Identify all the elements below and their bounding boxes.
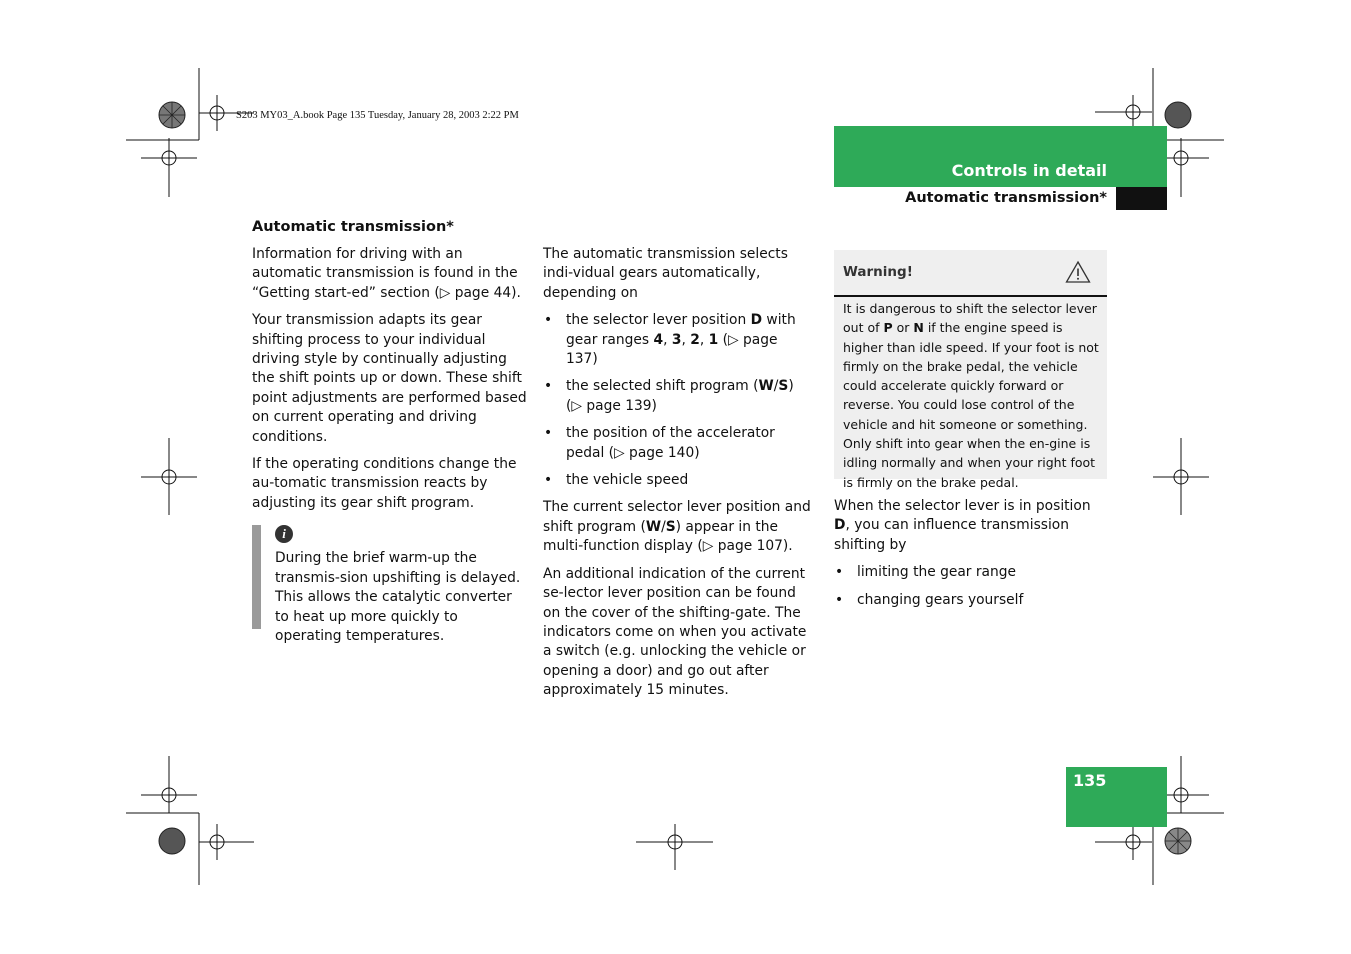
column-3 — [834, 497, 1109, 618]
condition-list — [543, 311, 813, 490]
info-note — [252, 525, 528, 646]
chapter-tab — [834, 126, 1167, 187]
warning-box — [834, 250, 1107, 490]
column-2 — [543, 245, 813, 709]
info-icon: i — [275, 525, 293, 543]
shift-influence-list — [834, 563, 1109, 610]
paragraph: Information for driving with an automatic transmission is found in the “Getting start-ed” section (▷ page 44). — [252, 246, 521, 301]
crosshair-mark-r-mid — [1153, 438, 1209, 515]
registration-disc-tr — [1165, 102, 1191, 128]
list-item: • changing gears yourself — [834, 591, 1109, 610]
paragraph: The current selector lever position and shift program (W/S) appear in the multi-function display (▷ page 107). — [543, 499, 811, 555]
crosshair-mark-l-bot — [141, 756, 197, 813]
section-title: Automatic transmission* — [252, 219, 454, 235]
note-side-bar — [252, 525, 261, 629]
paragraph: If the operating conditions change the au-tomatic transmission reacts by adjusting its gear shift program. — [252, 456, 517, 511]
chapter-title: Controls in detail — [951, 161, 1107, 180]
column-1 — [252, 245, 528, 646]
list-item: • the selected shift program (W/S) (▷ page 139) — [543, 377, 813, 416]
list-item: • the position of the accelerator pedal (▷ page 140) — [543, 424, 813, 463]
registration-disc-br — [1165, 828, 1191, 854]
section-marker-tab — [1116, 187, 1167, 210]
crosshair-mark-l-top — [141, 138, 197, 197]
paragraph: Your transmission adapts its gear shifting process to your individual driving style by continually adjusting the shift points up or down. These shift point adjustments are performed based on current operating and driving conditions. — [252, 312, 527, 445]
page-number-tab — [1066, 767, 1167, 827]
paragraph: An additional indication of the current se-lector lever position can be found on the cover of the shifting-gate. The indicators come on when you activate a switch (e.g. unlocking the vehicle or opening a door) and go out after approximately 15 minutes. — [543, 565, 807, 699]
print-info-line: S203 MY03_A.book Page 135 Tuesday, January 28, 2003 2:22 PM — [236, 110, 519, 121]
list-item: • limiting the gear range — [834, 563, 1109, 582]
paragraph: When the selector lever is in position D, you can influence transmission shifting by — [834, 498, 1091, 553]
section-header: Automatic transmission* — [905, 190, 1107, 206]
registration-disc-bl — [159, 828, 185, 854]
warning-divider — [834, 295, 1107, 297]
warning-triangle-icon — [1065, 260, 1091, 284]
list-item: • the vehicle speed — [543, 471, 813, 490]
crosshair-mark-br — [1095, 824, 1152, 860]
crosshair-mark-l-mid — [141, 438, 197, 515]
registration-disc-tl — [159, 102, 185, 128]
crosshair-mark-bl — [199, 824, 254, 860]
warning-title: Warning! — [843, 264, 913, 280]
list-item: • the selector lever position D with gear ranges 4, 3, 2, 1 (▷ page 137) — [543, 311, 813, 369]
page-number: 135 — [1073, 771, 1107, 790]
crosshair-mark-bc — [636, 824, 713, 870]
info-note-text: During the brief warm-up the transmis-sion upshifting is delayed. This allows the catalytic converter to heat up more quickly to operating temperatures. — [275, 550, 521, 644]
paragraph: The automatic transmission selects indi-vidual gears automatically, depending on — [543, 246, 788, 301]
warning-text: It is dangerous to shift the selector lever out of P or N if the engine speed is higher than idle speed. If your foot is not firmly on the brake pedal, the vehicle could accelerate quickly forward or reverse. You could lose control of the vehicle and hit someone or something. Only shift into gear when the en-gine is idling normally and when your right foot is firmly on the brake pedal. — [843, 301, 1099, 490]
